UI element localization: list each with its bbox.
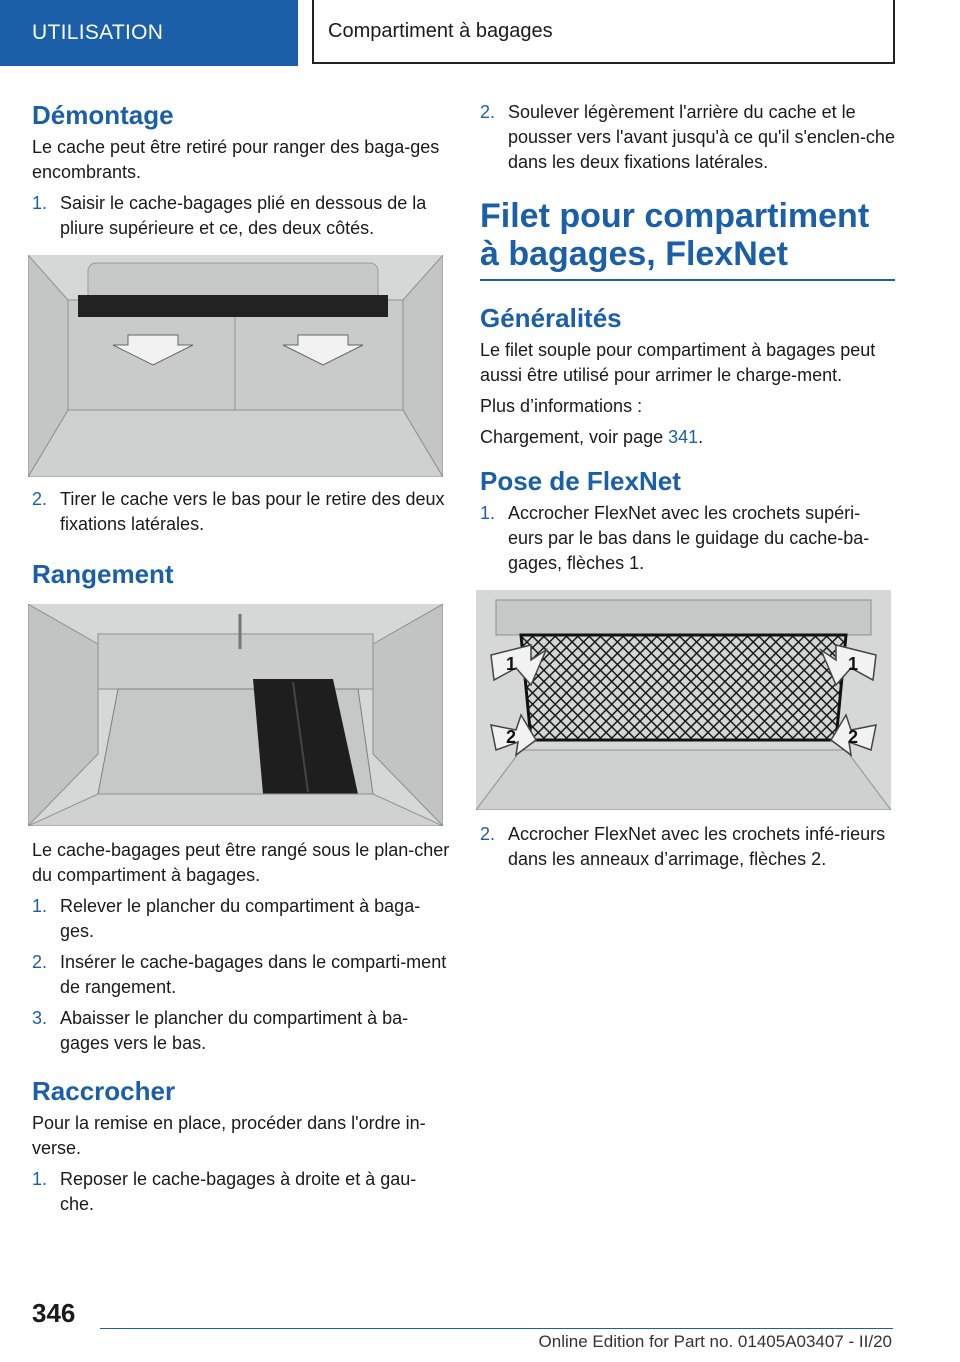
heading-pose-flexnet: Pose de FlexNet [480, 466, 681, 496]
step-number: 1. [32, 1169, 48, 1189]
arrow-label: 2 [506, 727, 517, 747]
list-item [32, 191, 450, 241]
heading-demontage: Démontage [32, 100, 174, 130]
arrow-label: 2 [848, 727, 859, 747]
list-item [32, 487, 450, 537]
list-item [480, 822, 895, 872]
step-text: Relever le plancher du compartiment à baga-ges. [60, 896, 421, 941]
step-text: Accrocher FlexNet avec les crochets supéri-eurs par le bas dans le guidage du cache-ba-gages, flèches 1. [508, 503, 870, 573]
left-column [32, 100, 450, 1223]
reference-text: Chargement, voir page [480, 427, 664, 447]
list-item [480, 100, 895, 175]
raccrocher-intro: Pour la remise en place, procéder dans l'ordre in-verse. [32, 1113, 426, 1158]
heading-rangement: Rangement [32, 559, 174, 589]
chapter-tab [312, 0, 895, 64]
trunk-illustration-2 [28, 604, 443, 826]
list-item [32, 950, 450, 1000]
list-item [32, 894, 450, 944]
more-info: Plus d’informations : [480, 396, 643, 416]
storage-compartment-image [28, 604, 443, 826]
arrow-label: 1 [506, 654, 517, 674]
step-text: Accrocher FlexNet avec les crochets infé-rieurs dans les anneaux d’arrimage, flèches 2. [508, 824, 886, 869]
section-tab [0, 0, 298, 66]
list-item [32, 1167, 450, 1217]
right-column [480, 100, 895, 878]
heading-raccrocher: Raccrocher [32, 1076, 176, 1106]
step-number: 3. [32, 1008, 48, 1028]
step-number: 1. [480, 503, 496, 523]
rangement-intro: Le cache-bagages peut être rangé sous le plan-cher du compartiment à bagages. [32, 840, 450, 885]
arrow-label: 1 [848, 654, 859, 674]
page-number: 346 [32, 1298, 76, 1328]
flexnet-image [476, 590, 891, 810]
chapter-label: Compartiment à bagages [328, 19, 553, 42]
step-text: Soulever légèrement l'arrière du cache et le pousser vers l'avant jusqu'à ce qu'il s'enclen-che dans les deux fixations latérales. [508, 102, 895, 172]
reference-suffix: . [698, 427, 704, 447]
section-label: UTILISATION [32, 21, 164, 44]
step-text: Insérer le cache-bagages dans le comparti-ment de rangement. [60, 952, 447, 997]
footer-divider [100, 1328, 893, 1329]
trunk-illustration-1 [28, 255, 443, 477]
step-number: 1. [32, 896, 48, 916]
step-text: Tirer le cache vers le bas pour le retire des deux fixations latérales. [60, 489, 445, 534]
list-item [480, 501, 895, 576]
chapter-title: Filet pour compartiment à bagages, FlexNet [480, 197, 895, 281]
demontage-intro: Le cache peut être retiré pour ranger des baga-ges encombrants. [32, 137, 440, 182]
step-number: 1. [32, 193, 48, 213]
flexnet-illustration [476, 590, 891, 810]
trunk-cover-removal-image [28, 255, 443, 477]
step-text: Reposer le cache-bagages à droite et à gau-che. [60, 1169, 417, 1214]
step-number: 2. [480, 824, 496, 844]
step-text: Saisir le cache-bagages plié en dessous de la pliure supérieure et ce, des deux côtés. [60, 193, 427, 238]
step-number: 2. [480, 102, 496, 122]
step-text: Abaisser le plancher du compartiment à ba-gages vers le bas. [60, 1008, 409, 1053]
page-reference [480, 425, 895, 450]
heading-generalites: Généralités [480, 303, 622, 333]
generalites-intro: Le filet souple pour compartiment à bagages peut aussi être utilisé pour arrimer le charge-ment. [480, 340, 876, 385]
page-link[interactable]: 341 [668, 427, 699, 447]
list-item [32, 1006, 450, 1056]
edition-text: Online Edition for Part no. 01405A03407 - II/20 [538, 1332, 892, 1351]
step-number: 2. [32, 952, 48, 972]
step-number: 2. [32, 489, 48, 509]
